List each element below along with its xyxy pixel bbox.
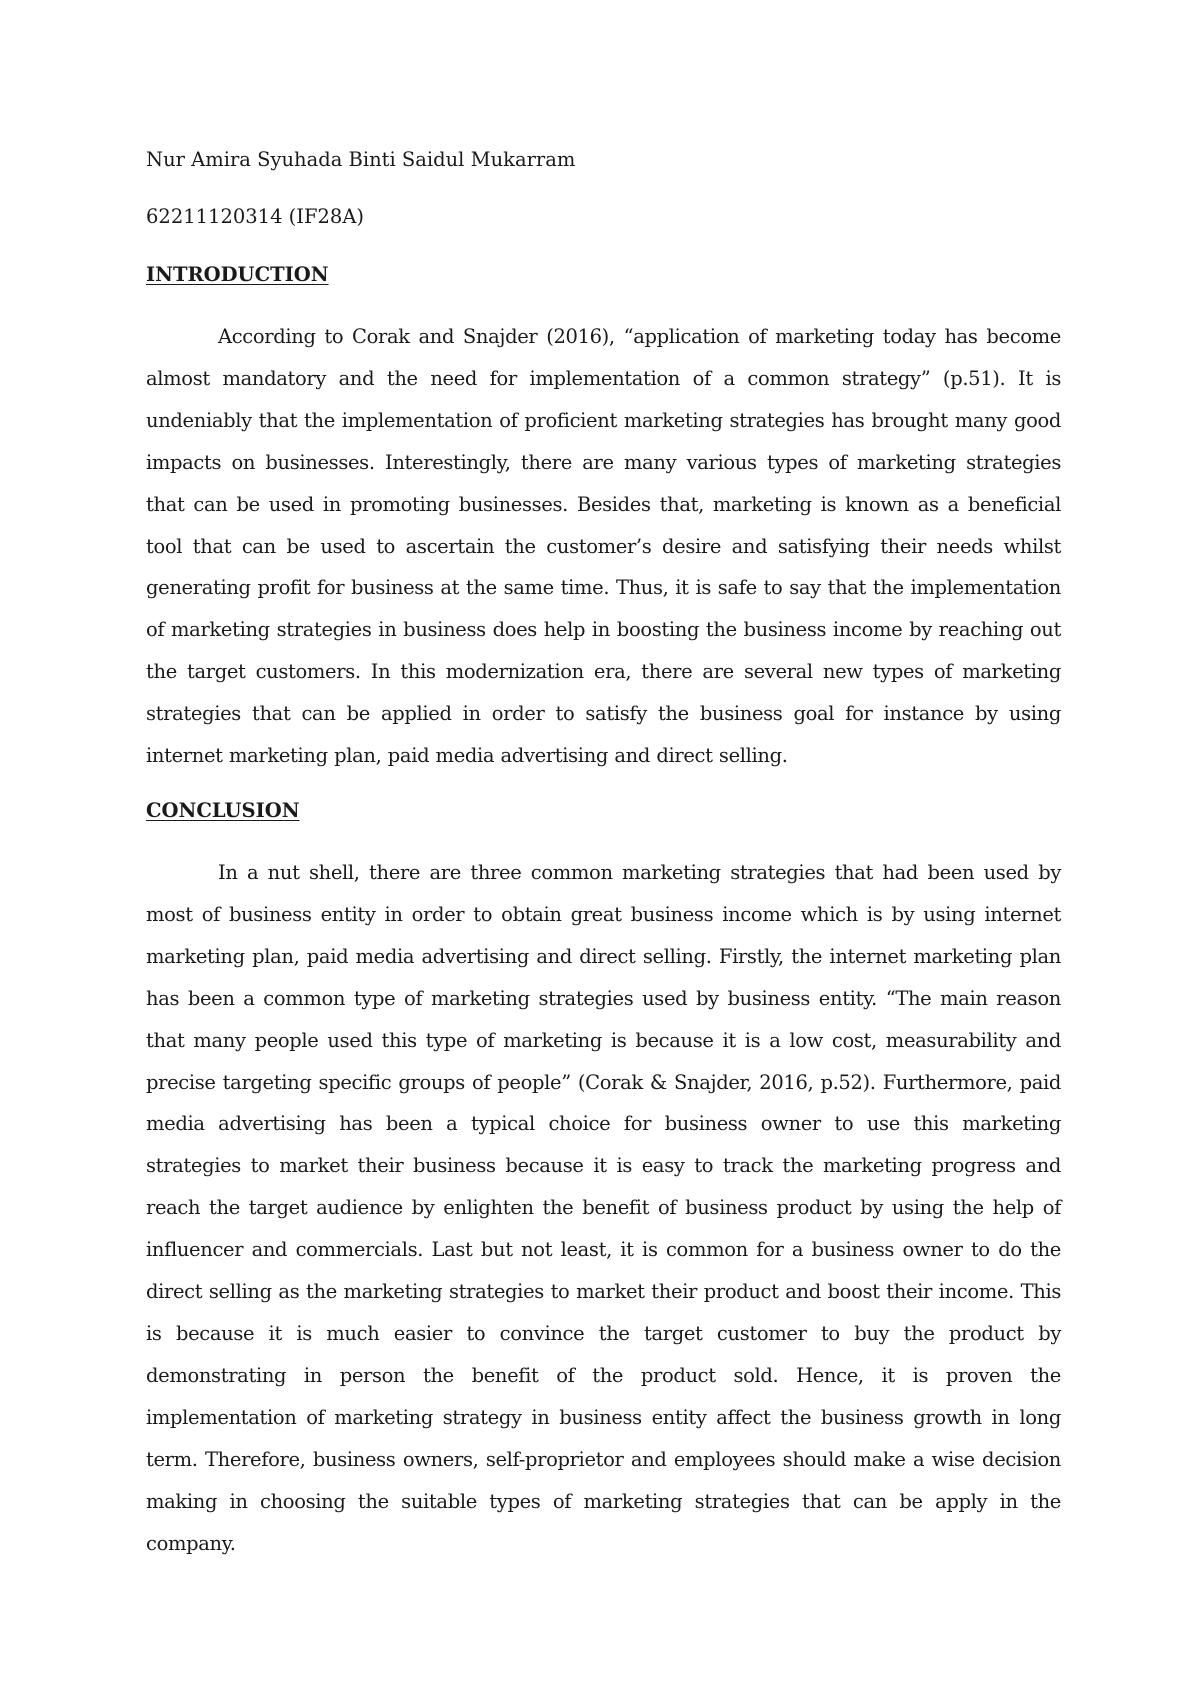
author-name: Nur Amira Syuhada Binti Saidul Mukarram <box>146 148 576 171</box>
introduction-heading: INTRODUCTION <box>146 263 329 286</box>
conclusion-heading: CONCLUSION <box>146 799 300 822</box>
introduction-paragraph: According to Corak and Snajder (2016), “application of marketing today has become almost mandatory and the need for implementation of a common strategy” (p.51). It is undeniably that the implementation of proficient marketing strategies has brought many good impacts on businesses. Interestingly, there are many various types of marketing strategies that can be used in promoting businesses. Besides that, marketing is known as a beneficial tool that can be used to ascertain the customer’s desire and satisfying their needs whilst generating profit for business at the same time. Thus, it is safe to say that the implementation of marketing strategies in business does help in boosting the business income by reaching out the target customers. In this modernization era, there are several new types of marketing strategies that can be applied in order to satisfy the business goal for instance by using internet marketing plan, paid media advertising and direct selling. <box>146 325 1061 768</box>
student-id: 62211120314 (IF28A) <box>146 205 365 228</box>
conclusion-paragraph: In a nut shell, there are three common marketing strategies that had been used by most of business entity in order to obtain great business income which is by using internet marketing plan, paid media advertising and direct selling. Firstly, the internet marketing plan has been a common type of marketing strategies used by business entity. “The main reason that many people used this type of marketing is because it is a low cost, measurability and precise targeting specific groups of people” (Corak & Snajder, 2016, p.52). Furthermore, paid media advertising has been a typical choice for business owner to use this marketing strategies to market their business because it is easy to track the marketing progress and reach the target audience by enlighten the benefit of business product by using the help of influencer and commercials. Last but not least, it is common for a business owner to do the direct selling as the marketing strategies to market their product and boost their income. This is because it is much easier to convince the target customer to buy the product by demonstrating in person the benefit of the product sold. Hence, it is proven the implementation of marketing strategy in business entity affect the business growth in long term. Therefore, business owners, self-proprietor and employees should make a wise decision making in choosing the suitable types of marketing strategies that can be apply in the company. <box>146 861 1061 1555</box>
